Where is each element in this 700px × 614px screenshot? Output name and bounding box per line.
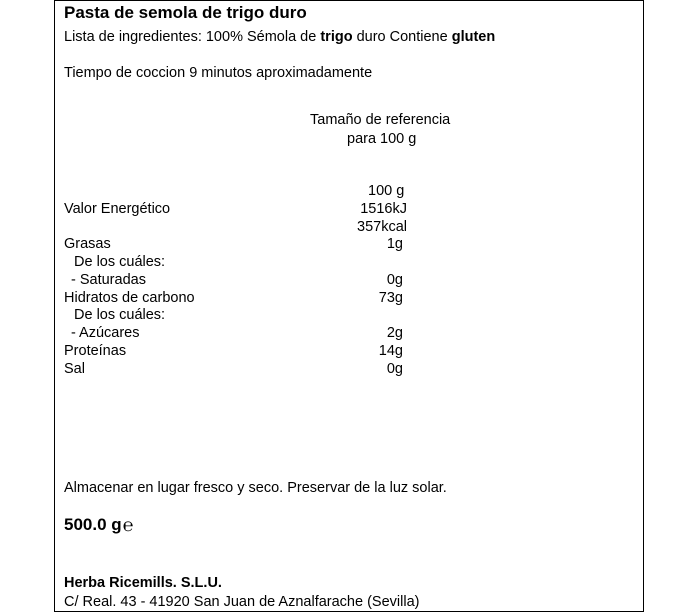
net-weight xyxy=(64,516,133,533)
nutrition-value: 357kcal xyxy=(357,219,407,235)
ingredients-middle: duro Contiene xyxy=(352,29,452,45)
ingredients-allergen-trigo: trigo xyxy=(320,29,353,45)
nutrition-label: De los cuáles: xyxy=(74,307,166,323)
ingredients-allergen-gluten: gluten xyxy=(451,29,496,45)
nutrition-value: 0g xyxy=(386,272,403,288)
nutrition-label: Sal xyxy=(64,361,85,377)
ingredients-prefix: Lista de ingredientes: 100% Sémola de xyxy=(64,29,321,45)
nutrition-label: Hidratos de carbono xyxy=(64,290,195,306)
nutrition-label: Grasas xyxy=(64,236,111,252)
storage-instructions: Almacenar en lugar fresco y seco. Preservar de la luz solar. xyxy=(64,480,447,496)
nutrition-label: - Azúcares xyxy=(71,325,140,341)
nutrition-label: De los cuáles: xyxy=(74,254,166,270)
product-title: Pasta de semola de trigo duro xyxy=(64,3,307,22)
company-address: C/ Real. 43 - 41920 San Juan de Aznalfarache (Sevilla) xyxy=(64,594,420,610)
nutrition-value: 14g xyxy=(378,343,403,359)
nutrition-value: 73g xyxy=(378,290,403,306)
reference-line-1: Tamaño de referencia xyxy=(310,112,451,128)
nutrition-value: 0g xyxy=(386,361,403,377)
nutrition-label: Proteínas xyxy=(64,343,127,359)
reference-line-2: para 100 g xyxy=(347,131,417,147)
nutrition-value: 1g xyxy=(386,236,403,252)
nutrition-column-header: 100 g xyxy=(368,183,405,199)
company-name: Herba Ricemills. S.L.U. xyxy=(64,575,222,591)
nutrition-label: Valor Energético xyxy=(64,201,171,217)
ingredients-line xyxy=(64,29,495,46)
nutrition-label: - Saturadas xyxy=(71,272,146,288)
cooking-time: Tiempo de coccion 9 minutos aproximadamente xyxy=(64,65,373,81)
nutrition-value: 2g xyxy=(386,325,403,341)
net-weight-value: 500.0 g xyxy=(64,515,122,534)
estimated-sign-icon: ℮ xyxy=(122,515,134,535)
nutrition-value: 1516kJ xyxy=(360,201,407,217)
